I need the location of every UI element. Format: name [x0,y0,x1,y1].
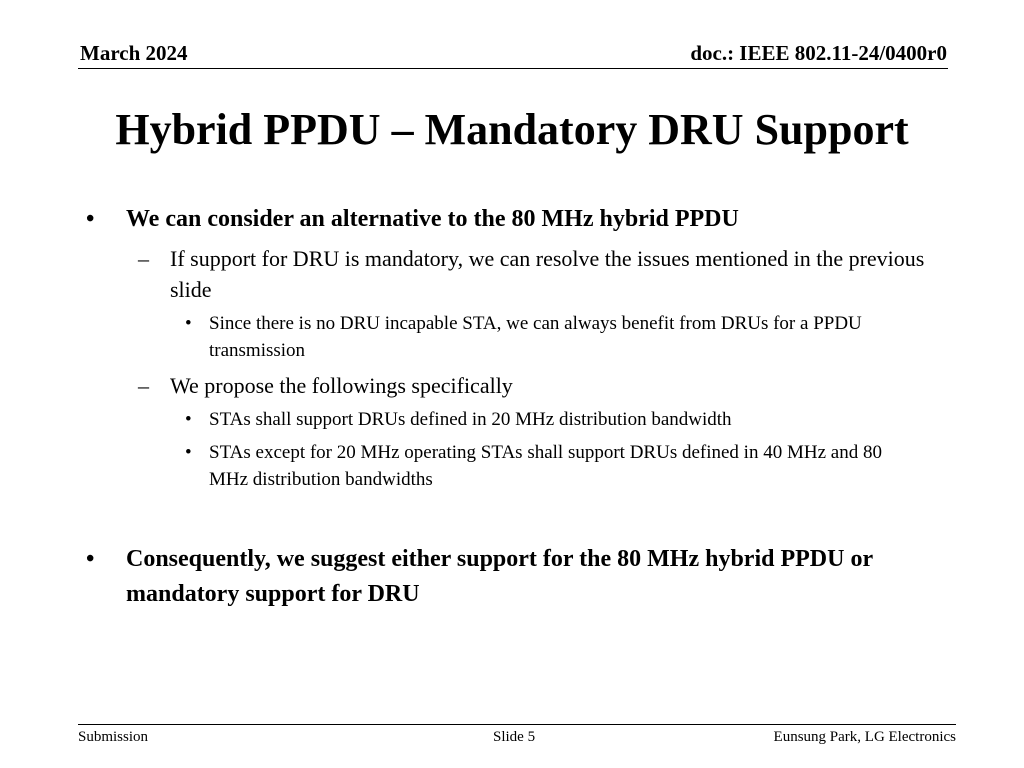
bullet-1 [86,202,926,237]
header-date: March 2024 [80,41,188,65]
dash-marker: – [138,246,149,271]
bullet-marker: • [185,442,192,463]
sub-sub-bullet-1-1-1 [185,310,935,364]
footer-submission: Submission [78,729,149,745]
sub-bullet-1-1-text: If support for DRU is mandatory, we can resolve the issues mentioned in the previous slide [170,246,925,302]
sub-bullet-1-1 [138,243,928,305]
footer-author: Eunsung Park, LG Electronics [773,729,956,745]
sub-sub-bullet-1-2-1-text: STAs shall support DRUs defined in 20 MHz distribution bandwidth [209,409,732,430]
bullet-marker: • [86,206,95,232]
header-doc-number: doc.: IEEE 802.11-24/0400r0 [690,41,947,65]
sub-bullet-1-2 [138,370,928,401]
bullet-marker: • [86,546,95,572]
footer-rule [78,724,956,725]
sub-sub-bullet-1-2-2-text: STAs except for 20 MHz operating STAs shall support DRUs defined in 40 MHz and 80 MHz distribution bandwidths [209,442,882,490]
footer-slide-number: Slide 5 [493,729,536,745]
sub-bullet-1-2-text: We propose the followings specifically [170,373,513,398]
bullet-marker: • [185,313,192,334]
bullet-2 [86,542,926,612]
bullet-1-text: We can consider an alternative to the 80 MHz hybrid PPDU [126,206,739,232]
header-rule [78,68,948,69]
bullet-2-text: Consequently, we suggest either support for the 80 MHz hybrid PPDU or mandatory support for DRU [126,546,873,607]
sub-sub-bullet-1-2-1 [185,406,935,433]
sub-sub-bullet-1-1-1-text: Since there is no DRU incapable STA, we can always benefit from DRUs for a PPDU transmission [209,313,862,361]
slide-title: Hybrid PPDU – Mandatory DRU Support [115,105,909,154]
dash-marker: – [138,373,149,398]
bullet-marker: • [185,409,192,430]
sub-sub-bullet-1-2-2 [185,439,905,493]
